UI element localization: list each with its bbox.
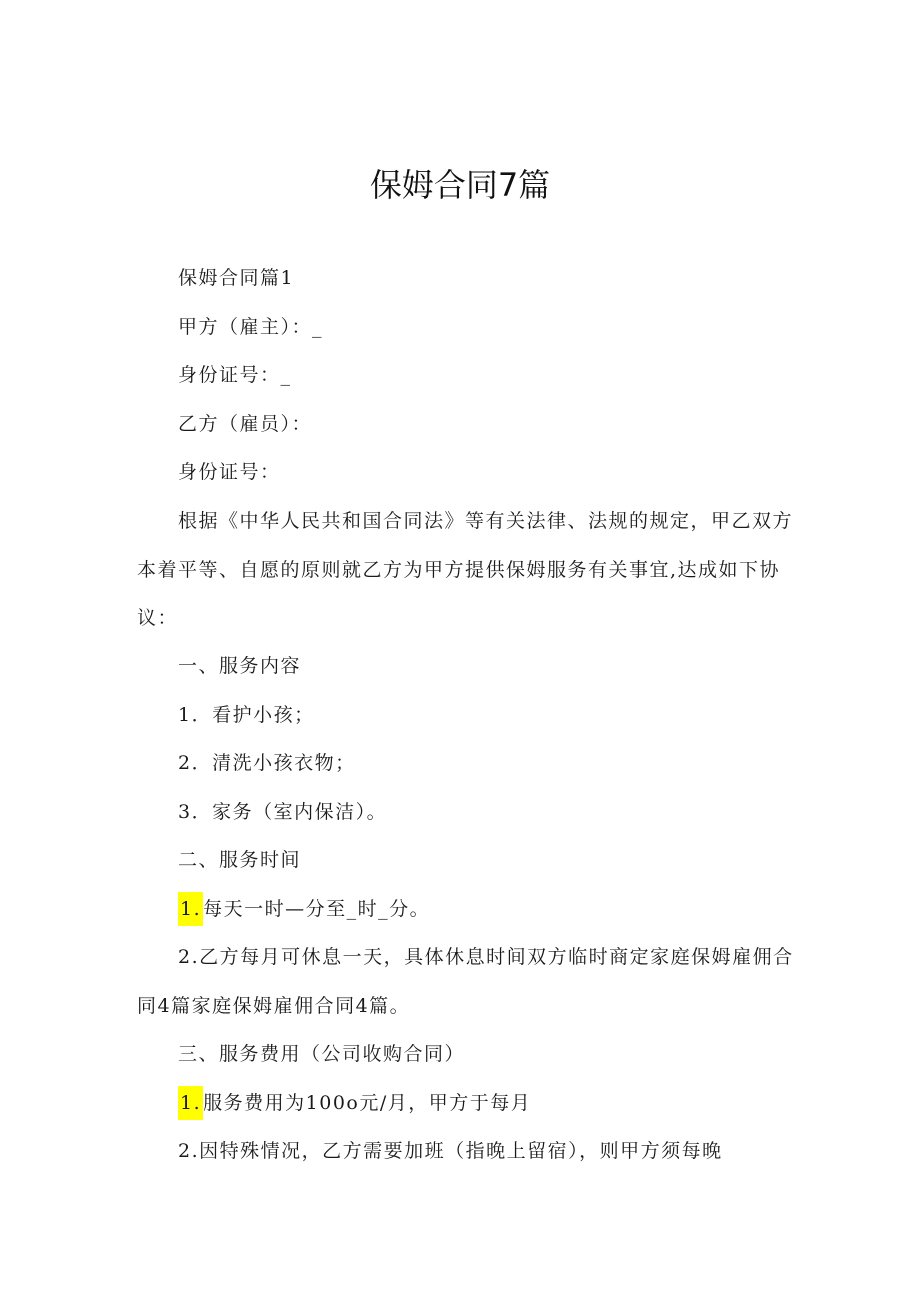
list-item-text: 每天一时—分至_时_分。 <box>203 898 431 920</box>
document-title: 保姆合同7篇 <box>369 166 551 204</box>
party-b-id-line: 身份证号： <box>178 461 281 483</box>
list-item <box>178 895 430 923</box>
party-b-line: 乙方（雇员）： <box>178 413 313 435</box>
party-a-line: 甲方（雇主）：_ <box>178 316 324 338</box>
list-item: 2.因特殊情况，乙方需要加班（指晚上留宿），则甲方须每晚 <box>178 1140 723 1162</box>
section-heading: 三、服务费用（公司收购合同） <box>178 1043 466 1065</box>
paragraph-line: 根据《中华人民共和国合同法》等有关法律、法规的规定，甲乙双方 <box>178 510 794 532</box>
highlight-marker: 1. <box>178 1086 203 1120</box>
list-item: 1．看护小孩； <box>178 704 315 726</box>
party-a-id-line: 身份证号：_ <box>178 364 292 386</box>
list-item: 2．清洗小孩衣物； <box>178 752 356 774</box>
section-heading: 一、服务内容 <box>178 655 302 677</box>
section-heading: 保姆合同篇1 <box>178 267 295 289</box>
paragraph-line: 本着平等、自愿的原则就乙方为甲方提供保姆服务有关事宜,达成如下协 <box>137 559 781 581</box>
paragraph-line: 议： <box>137 607 179 629</box>
section-heading: 二、服务时间 <box>178 849 302 871</box>
list-item-text: 服务费用为100o元/月，甲方于每月 <box>203 1092 532 1114</box>
paragraph-line: 同4篇家庭保姆雇佣合同4篇。 <box>137 995 411 1017</box>
list-item: 3．家务（室内保洁）。 <box>178 801 388 823</box>
highlight-marker: 1. <box>178 892 203 926</box>
list-item: 2.乙方每月可休息一天，具体休息时间双方临时商定家庭保姆雇佣合 <box>178 946 794 968</box>
list-item <box>178 1089 531 1117</box>
